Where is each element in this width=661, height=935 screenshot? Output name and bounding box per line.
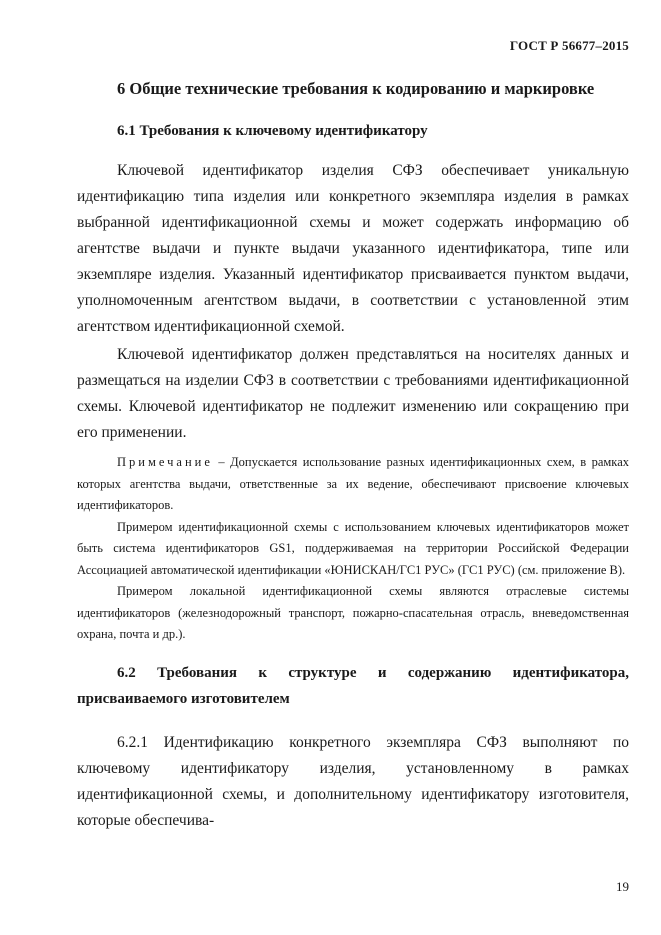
note-3: Примером локальной идентификационной схемы являются отраслевые системы идентификаторов (железнодорожный транспорт, пожарно-спасательная отрасль, вневедомственная охрана, почта и др.). bbox=[77, 584, 629, 641]
note-1-text: – Допускается использование разных идентификационных схем, в рамках которых агентства выдачи, ответственные за их ведение, обеспечивают присвоение ключевых идентификаторов. bbox=[77, 455, 629, 512]
standard-header: ГОСТ Р 56677–2015 bbox=[509, 38, 629, 53]
note-1 bbox=[77, 452, 629, 517]
note-2: Примером идентификационной схемы с использованием ключевых идентификаторов может быть система идентификаторов GS1, поддерживаемая на территории Российской Федерации Ассоциацией автоматической идентификации «ЮНИСКАН/ГС1 РУС» (ГС1 РУС) (см. приложение В). bbox=[77, 519, 629, 577]
paragraph-6-1-2: Ключевой идентификатор должен представляться на носителях данных и размещаться на изделии СФЗ в соответствии с требованиями идентификационной схемы. Ключевой идентификатор не подлежит изменению или сокращению при его применении. bbox=[77, 346, 629, 441]
page-body bbox=[77, 78, 629, 834]
subsection-title-6-1: 6.1 Требования к ключевому идентификатору bbox=[117, 123, 428, 139]
note-label: Примечание bbox=[117, 455, 213, 469]
paragraph-6-1-1: Ключевой идентификатор изделия СФЗ обеспечивает уникальную идентификацию типа изделия или конкретного экземпляра изделия в рамках выбранной идентификационной схемы и может содержать информацию об агентстве выдачи и пункте выдачи указанного идентификатора, типе или экземпляре изделия. Указанный идентификатор присваивается пунктом выдачи, уполномоченным агентством выдачи, в соответствии с установленной этим агентством идентификационной схемой. bbox=[77, 162, 629, 335]
notes-block bbox=[77, 452, 629, 646]
page-number: 19 bbox=[616, 879, 629, 894]
subsection-title-6-2: 6.2 Требования к структуре и содержанию идентификатора, присваиваемого изготовителем bbox=[77, 664, 629, 707]
paragraph-6-2-1: 6.2.1 Идентификацию конкретного экземпляра СФЗ выполняют по ключевому идентификатору изделия, установленному в рамках идентификационной схемы, и дополнительному идентификатору изготовителя, которые обеспечива- bbox=[77, 733, 629, 829]
section-title: 6 Общие технические требования к кодированию и маркировке bbox=[117, 79, 595, 98]
